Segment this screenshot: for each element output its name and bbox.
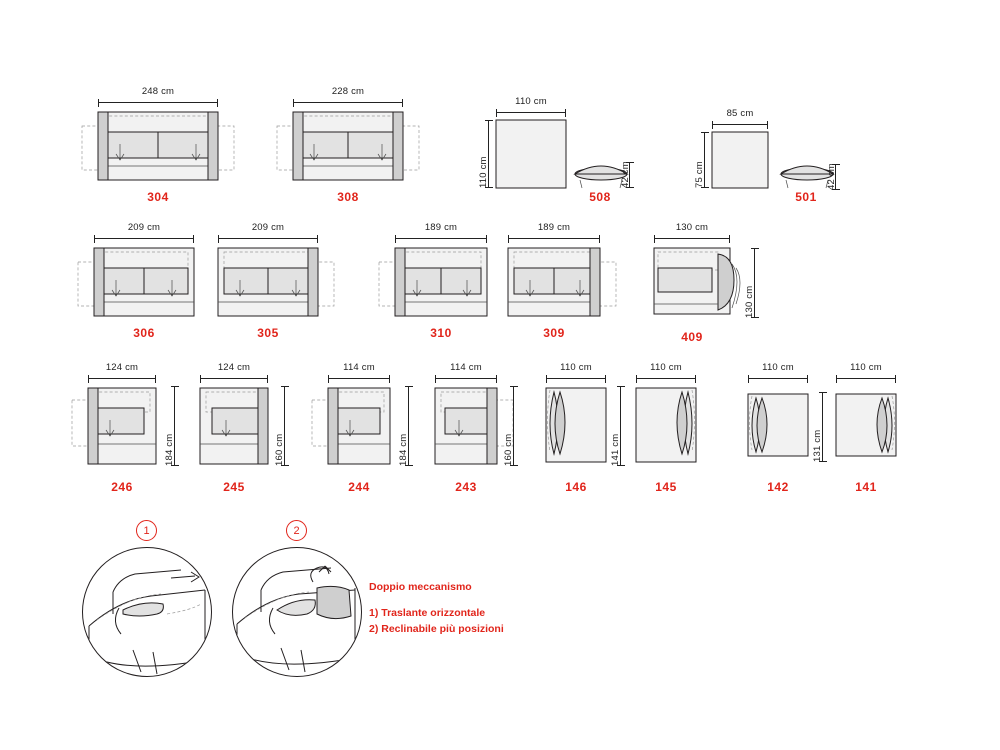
item-245 (190, 362, 300, 502)
code-501: 501 (795, 190, 817, 204)
dimension-rule-501-width (712, 124, 768, 125)
drawing-243 (425, 384, 535, 474)
item-304 (78, 86, 238, 204)
dimension-height-245: 160 cm (274, 433, 285, 466)
dimension-rule-142-height (822, 392, 823, 462)
dimension-height-409: 130 cm (744, 285, 755, 318)
detail-drawing-1 (83, 548, 211, 676)
dimension-rule-244-height (408, 386, 409, 466)
item-308 (268, 86, 428, 204)
code-141: 141 (855, 480, 877, 494)
dimension-width-306: 209 cm (127, 222, 161, 233)
dimension-rule-246-width (88, 378, 156, 379)
dimension-rule-246-height (174, 386, 175, 466)
dimension-rule-508-width (496, 112, 566, 113)
item-146 (538, 362, 638, 502)
code-308: 308 (337, 190, 359, 204)
code-145: 145 (655, 480, 677, 494)
code-304: 304 (147, 190, 169, 204)
dimension-width-305: 209 cm (251, 222, 285, 233)
code-142: 142 (767, 480, 789, 494)
drawing-508 (470, 118, 630, 198)
dimension-width-246: 124 cm (105, 362, 139, 373)
drawing-145 (628, 384, 728, 474)
dimension-width-243: 114 cm (450, 362, 482, 373)
dimension-rule-146-height (620, 386, 621, 466)
dimension-height-243: 160 cm (503, 433, 514, 466)
code-146: 146 (565, 480, 587, 494)
item-508 (470, 96, 631, 204)
dimension-rule-304 (98, 102, 218, 103)
drawing-305 (210, 244, 355, 324)
dimension-rule-501-depth (835, 164, 836, 190)
code-246: 246 (111, 480, 133, 494)
dimension-width-501: 85 cm (726, 108, 754, 119)
detail-notes (369, 579, 504, 637)
item-305 (210, 222, 355, 340)
dimension-depth-501: 42 cm (826, 163, 837, 190)
drawing-309 (500, 244, 640, 324)
dimension-width-146: 110 cm (560, 362, 592, 373)
dimension-rule-244-width (328, 378, 390, 379)
detail-illustration-2 (232, 547, 362, 677)
dimension-height-244: 184 cm (398, 433, 409, 466)
dimension-height-501: 75 cm (694, 161, 705, 188)
item-306 (72, 222, 217, 340)
drawing-306 (72, 244, 217, 324)
detail-note-1: 1) Traslante orizzontale (369, 607, 486, 619)
dimension-rule-141-width (836, 378, 896, 379)
dimension-rule-245-height (284, 386, 285, 466)
dimension-rule-243-width (435, 378, 497, 379)
code-244: 244 (348, 480, 370, 494)
dimension-width-508: 110 cm (515, 96, 547, 107)
drawing-146 (538, 384, 638, 474)
dimension-rule-308 (293, 102, 403, 103)
detail-marker-1: 1 (136, 520, 157, 541)
code-508: 508 (589, 190, 611, 204)
dimension-rule-243-height (513, 386, 514, 466)
dimension-rule-306 (94, 238, 194, 239)
drawing-310 (375, 244, 515, 324)
dimension-rule-305 (218, 238, 318, 239)
dimension-rule-409-width (654, 238, 730, 239)
code-243: 243 (455, 480, 477, 494)
detail-marker-2: 2 (286, 520, 307, 541)
dimension-rule-309 (508, 238, 600, 239)
item-145 (628, 362, 728, 502)
code-309: 309 (543, 326, 565, 340)
code-306: 306 (133, 326, 155, 340)
dimension-rule-409-height (754, 248, 755, 318)
item-246 (70, 362, 180, 502)
dimension-width-244: 114 cm (343, 362, 375, 373)
dimension-height-246: 184 cm (164, 433, 175, 466)
dimension-height-508: 110 cm (478, 156, 489, 188)
dimension-height-146: 141 cm (610, 433, 621, 466)
item-310 (375, 222, 515, 340)
dimension-width-308: 228 cm (331, 86, 365, 97)
dimension-rule-310 (395, 238, 487, 239)
item-409 (640, 222, 770, 342)
code-305: 305 (257, 326, 279, 340)
dimension-rule-145-width (636, 378, 696, 379)
item-501 (690, 108, 840, 203)
dimension-rule-146-width (546, 378, 606, 379)
detail-illustration-1 (82, 547, 212, 677)
item-243 (425, 362, 535, 502)
dimension-rule-142-width (748, 378, 808, 379)
item-142 (740, 362, 840, 502)
detail-drawing-2 (233, 548, 361, 676)
drawing-308 (268, 108, 428, 188)
code-409: 409 (681, 330, 703, 344)
detail-notes-heading: Doppio meccanismo (369, 581, 472, 593)
dimension-width-409: 130 cm (675, 222, 709, 233)
dimension-height-142: 131 cm (812, 429, 823, 462)
item-244 (310, 362, 420, 502)
dimension-width-142: 110 cm (762, 362, 794, 373)
code-310: 310 (430, 326, 452, 340)
dimension-width-304: 248 cm (141, 86, 175, 97)
drawing-141 (828, 384, 928, 474)
code-245: 245 (223, 480, 245, 494)
item-309 (500, 222, 640, 340)
drawing-304 (78, 108, 238, 188)
dimension-width-309: 189 cm (537, 222, 571, 233)
dimension-width-141: 110 cm (850, 362, 882, 373)
dimension-width-310: 189 cm (424, 222, 458, 233)
dimension-width-245: 124 cm (217, 362, 251, 373)
detail-note-2: 2) Reclinabile più posizioni (369, 623, 504, 635)
dimension-depth-508: 42 cm (620, 161, 631, 188)
dimension-rule-508-depth (629, 162, 630, 188)
dimension-rule-245-width (200, 378, 268, 379)
dimension-width-145: 110 cm (650, 362, 682, 373)
item-141 (828, 362, 928, 502)
